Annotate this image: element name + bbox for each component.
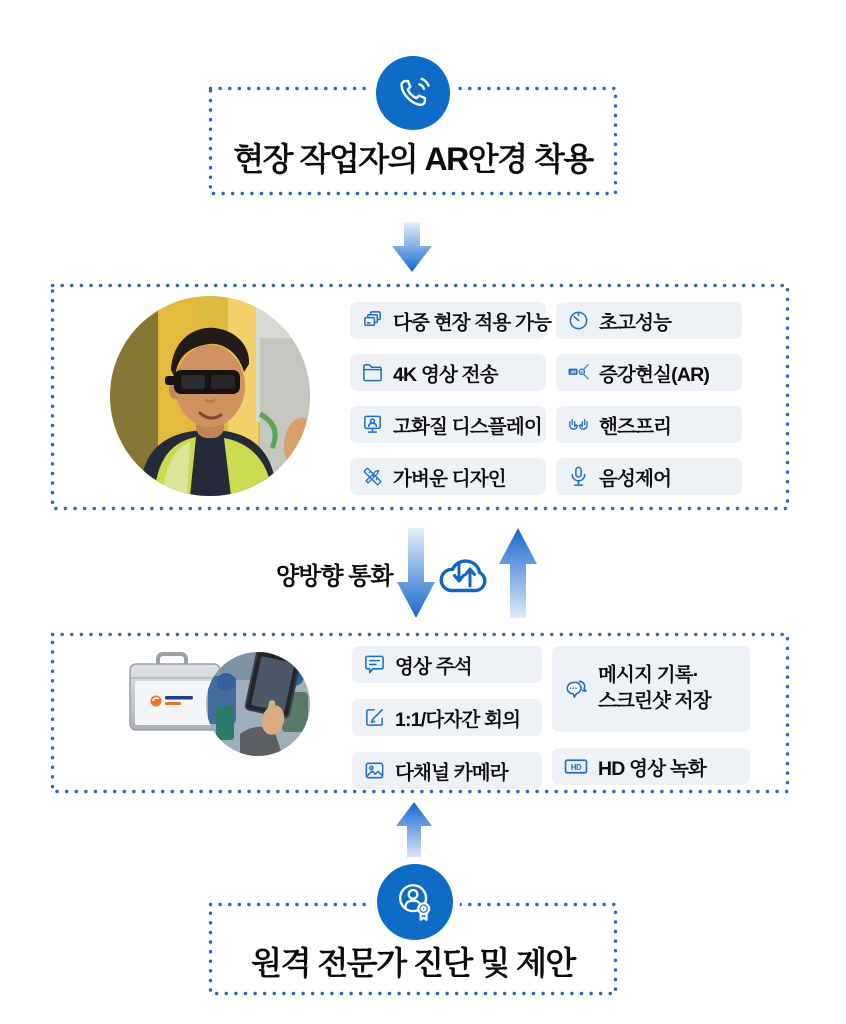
arrow-up-icon [392,800,436,864]
hd-badge-icon [563,755,589,778]
comment-icon [363,653,386,676]
feature-label: 다중 현장 적용 가능 [393,311,552,334]
feature-pill [352,752,542,789]
bottom-step-title: 원격 전문가 진단 및 제안 [251,945,575,981]
expert-box [50,632,790,794]
feature-label: 4K 영상 전송 [393,363,498,386]
svg-text:HD: HD [570,762,582,772]
microphone-icon [567,465,590,488]
feature-label: 증강현실(AR) [599,363,710,386]
feature-label: HD 영상 녹화 [598,757,706,780]
feature-pill [556,354,742,391]
arrow-down-icon [387,220,437,274]
feature-label: 가벼운 디자인 [393,467,506,490]
feature-label: 메시지 기록· 스크린샷 저장 [598,664,711,712]
feature-pill [350,354,546,391]
feature-label: 핸즈프리 [599,415,672,438]
worker-photo [110,296,310,496]
expert-badge-icon [377,864,453,940]
feature-label: 1:1/다자간 회의 [395,708,521,731]
equipment-case-photo [122,648,314,760]
two-way-call-label: 양방향 통화 [276,563,393,590]
chat-bubbles-icon [563,676,589,702]
feature-pill [350,458,546,495]
hands-free-icon [567,413,590,436]
feature-pill [556,406,742,443]
feature-pill [352,699,542,736]
expert-feature-col-right [552,646,750,785]
feature-label: 영상 주석 [395,655,472,678]
feature-pill [350,302,552,339]
display-user-icon [361,413,384,436]
feature-label: 음성제어 [599,467,672,490]
image-icon [363,759,386,782]
edit-icon [363,706,386,729]
feature-pill [350,406,546,443]
folder-icon [361,361,384,384]
cloud-transfer-icon [436,549,494,604]
arrow-down-icon [394,526,438,620]
svg-text:AR: AR [570,369,576,375]
expert-feature-col-left [352,646,542,789]
feature-label: 다채널 카메라 [395,761,508,784]
feature-label: 고화질 디스플레이 [393,415,542,438]
design-tools-icon [361,465,384,488]
multi-screens-icon [361,309,384,332]
feature-pill [556,302,742,339]
arrow-up-icon [496,526,540,620]
feature-pill [552,748,750,785]
feature-pill [352,646,542,683]
feature-pill [556,458,742,495]
top-step-title: 현장 작업자의 AR안경 착용 [233,141,593,177]
worker-feature-grid [350,302,742,495]
phone-call-icon [376,56,450,130]
ar-marker-icon [567,361,590,384]
feature-pill [552,646,750,732]
worker-box [50,283,790,511]
feature-label: 초고성능 [599,311,672,334]
gauge-icon [567,309,590,332]
